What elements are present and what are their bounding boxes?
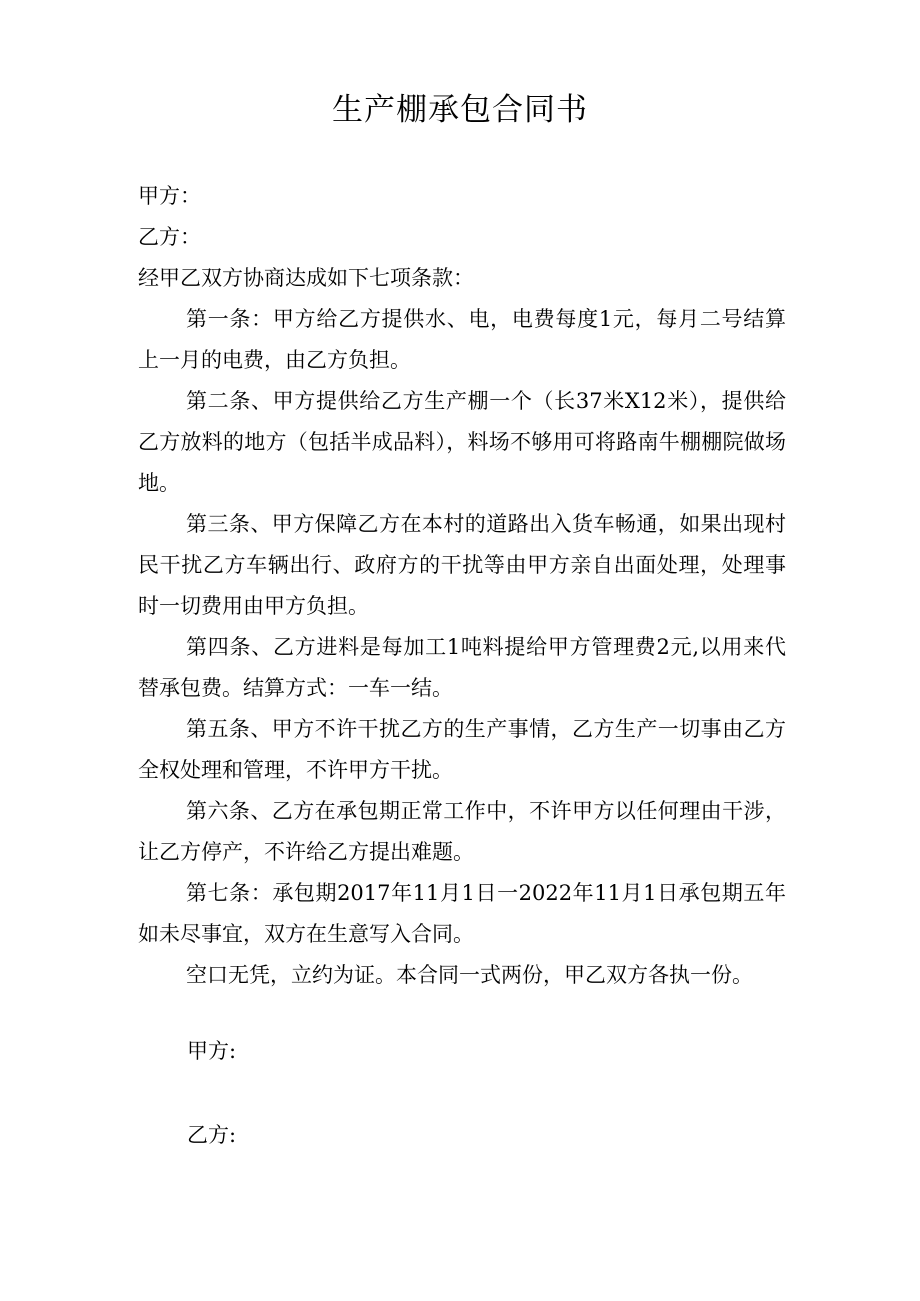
signature-party-b: 乙方: xyxy=(187,1123,237,1147)
party-a-line: 甲方： xyxy=(138,184,201,208)
clause-4: 第四条、乙方进料是每加工1吨料提给甲方管理费2元,以用来代替承包费。结算方式：一车一结。 xyxy=(138,635,786,700)
closing-line: 空口无凭，立约为证。本合同一式两份，甲乙双方各执一份。 xyxy=(186,963,753,987)
clause-5: 第五条、甲方不许干扰乙方的生产事情，乙方生产一切事由乙方全权处理和管理，不许甲方干扰。 xyxy=(138,717,786,782)
clause-1: 第一条：甲方给乙方提供水、电，电费每度1元，每月二号结算上一月的电费，由乙方负担。 xyxy=(138,307,786,372)
contract-body xyxy=(138,176,786,996)
signature-party-a: 甲方: xyxy=(187,1039,237,1063)
intro-line: 经甲乙双方协商达成如下七项条款： xyxy=(138,266,474,290)
clause-2: 第二条、甲方提供给乙方生产棚一个（长37米X12米），提供给乙方放料的地方（包括半成品料），料场不够用可将路南牛棚棚院做场地。 xyxy=(138,389,786,495)
party-b-line: 乙方： xyxy=(138,225,201,249)
clause-6: 第六条、乙方在承包期正常工作中，不许甲方以任何理由干涉，让乙方停产，不许给乙方提出难题。 xyxy=(138,799,786,864)
clause-3: 第三条、甲方保障乙方在本村的道路出入货车畅通，如果出现村民干扰乙方车辆出行、政府方的干扰等由甲方亲自出面处理，处理事时一切费用由甲方负担。 xyxy=(138,512,786,618)
clause-7: 第七条：承包期2017年11月1日一2022年11月1日承包期五年如未尽事宜，双方在生意写入合同。 xyxy=(138,881,786,946)
document-title: 生产棚承包合同书 xyxy=(332,92,588,128)
